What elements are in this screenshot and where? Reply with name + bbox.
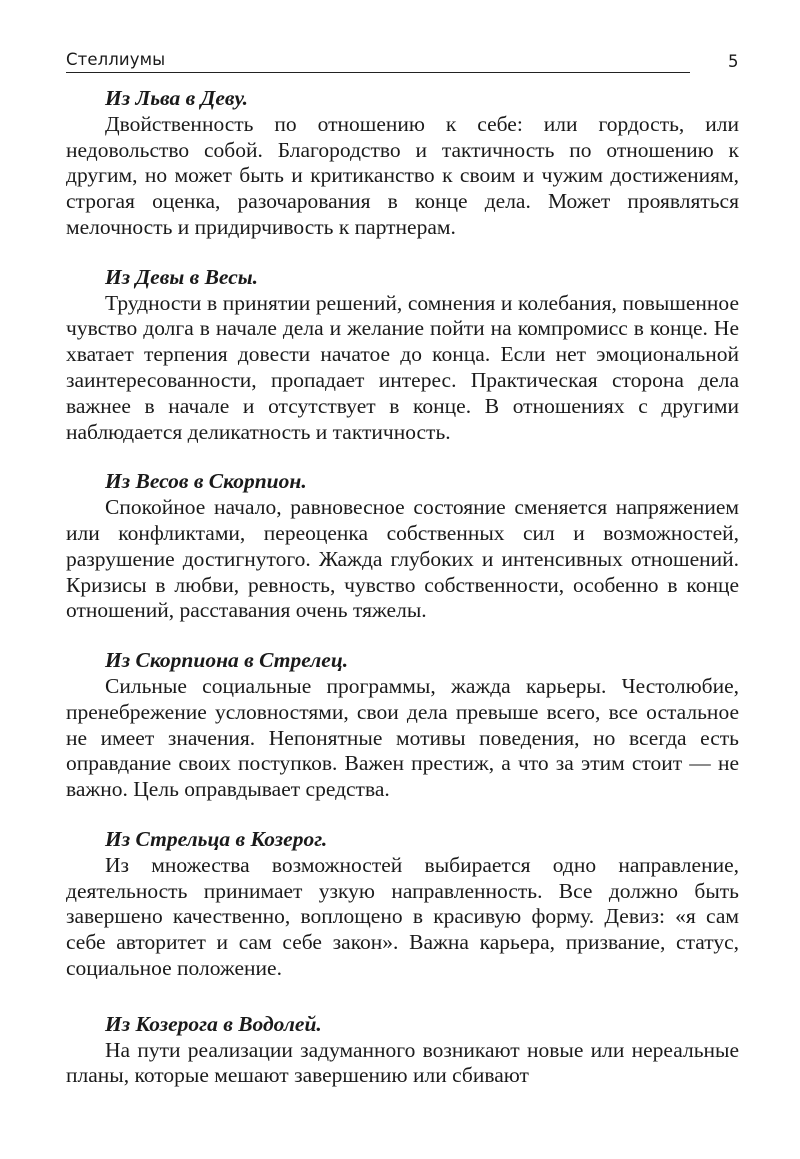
section-heading: Из Весов в Скорпион. [105, 469, 307, 494]
section-heading: Из Скорпиона в Стрелец. [105, 648, 349, 673]
running-title: Стеллиумы [66, 50, 166, 69]
section-virgo-libra [66, 265, 739, 446]
section-heading: Из Козерога в Водолей. [105, 1011, 322, 1036]
section-heading: Из Стрельца в Козерог. [105, 826, 328, 851]
section-leo-virgo [66, 86, 739, 241]
section-paragraph: Сильные социальные программы, жажда карьеры. Честолюбие, пренебрежение условностями, свои дела превыше всего, все остальное не имеет значения. Непонятные мотивы поведения, но всегда есть оправдание своих поступков. Важен престиж, а что за этим стоит — не важно. Цель оправдывает средства. [66, 673, 739, 802]
section-capricorn-aquarius [66, 1012, 739, 1089]
section-paragraph: Двойственность по отношению к себе: или гордость, или недовольство собой. Благородство и тактичность по отношению к другим, но может быть и критиканство к своим и чужим достижениям, строгая оценка, разочарования в конце дела. Может проявляться мелочность и придирчивость к партнерам. [66, 111, 739, 239]
section-heading: Из Девы в Весы. [105, 264, 259, 289]
section-sagittarius-capricorn [66, 827, 739, 982]
section-paragraph: На пути реализации задуманного возникают новые или нереальные планы, которые мешают завершению или сбивают [66, 1037, 739, 1088]
section-paragraph: Трудности в принятии решений, сомнения и колебания, повышенное чувство долга в начале дела и желание пойти на компромисс в конце. Не хватает терпения довести начатое до конца. Если нет эмоциональной заинтересованности, пропадает интерес. Практическая сторона дела важнее в начале и отсутствует в конце. В отношениях с другими наблюдается деликатность и тактичность. [66, 290, 739, 444]
body-text [66, 86, 739, 1113]
section-scorpio-sagittarius [66, 648, 739, 803]
section-paragraph: Спокойное начало, равновесное состояние сменяется напряжением или конфликтами, переоценка собственных сил и возможностей, разрушение достигнутого. Жажда глубоких и интенсивных отношений. Кризисы в любви, ревность, чувство собственности, особенно в конце отношений, расставания очень тяжелы. [66, 495, 739, 623]
page-number: 5 [728, 52, 739, 71]
section-heading: Из Льва в Деву. [105, 86, 249, 110]
section-libra-scorpio [66, 469, 739, 624]
section-paragraph: Из множества возможностей выбирается одно направление, деятельность принимает узкую направленность. Все должно быть завершено качественно, воплощено в красивую форму. Девиз: «я сам себе авторитет и сам себе закон». Важна карьера, призвание, статус, социальное положение. [66, 852, 739, 980]
running-header [66, 46, 690, 73]
